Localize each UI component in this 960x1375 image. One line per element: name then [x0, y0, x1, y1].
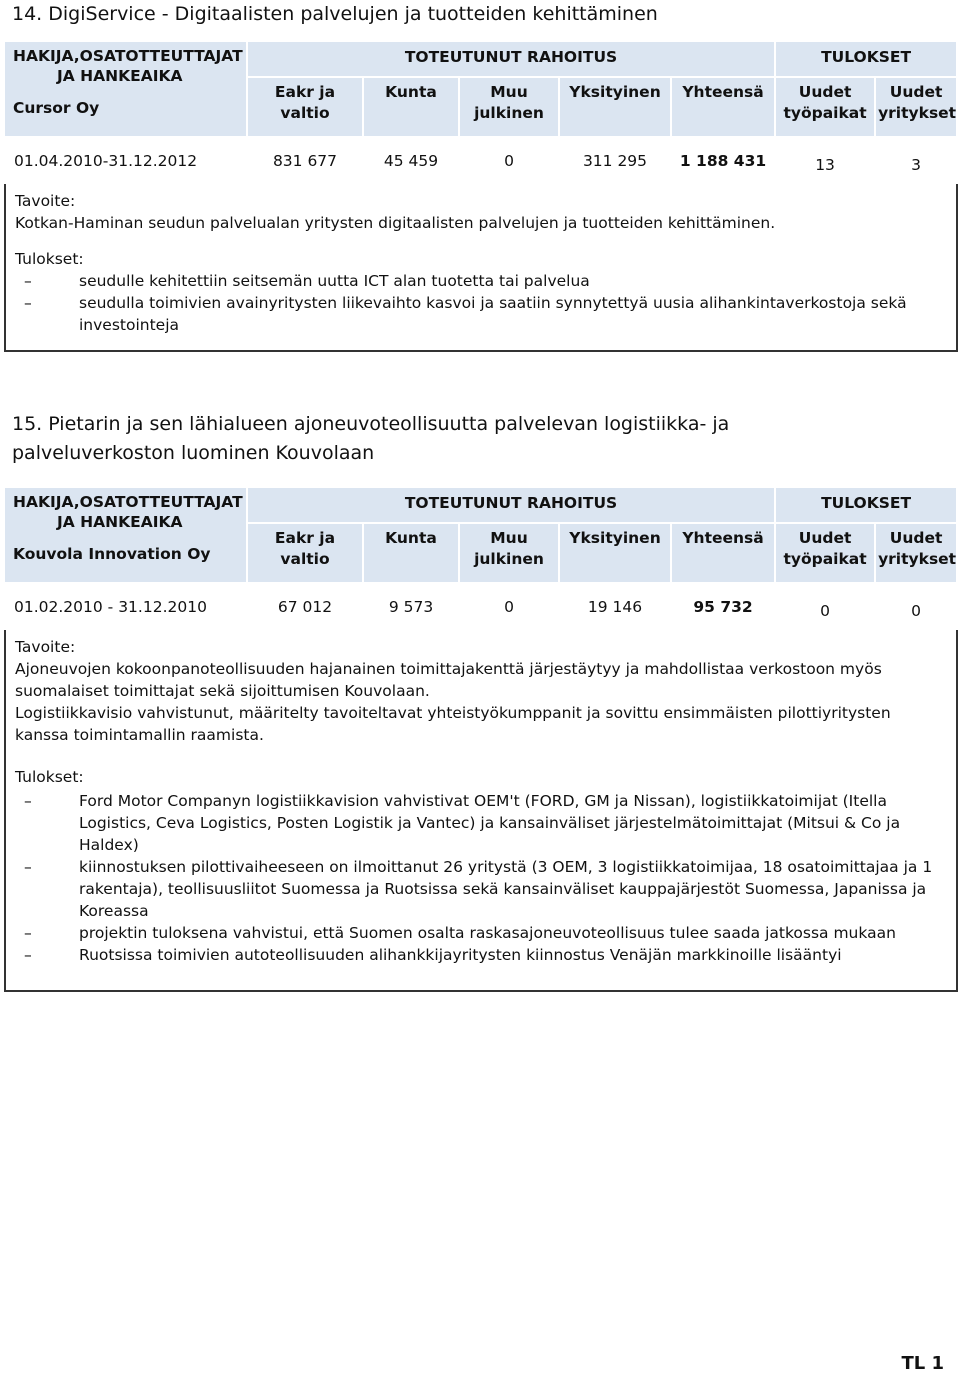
- col-muu: Muu julkinen: [459, 77, 559, 137]
- applicant-header-line: HAKIJA,OSATOTTEUTTAJAT: [13, 493, 243, 511]
- tulokset-list: [15, 790, 948, 966]
- producer-name: Kouvola Innovation Oy: [13, 545, 211, 563]
- col-yhteensa: Yhteensä: [671, 77, 775, 137]
- period: 01.04.2010-31.12.2012: [14, 152, 198, 170]
- col-tyopaikat: Uudet työpaikat: [775, 77, 875, 137]
- funding-group-header: TOTEUTUNUT RAHOITUS: [247, 42, 775, 77]
- project-14-title: [12, 0, 658, 29]
- list-item: – kiinnostuksen pilottivaiheeseen on ilmoittanut 26 yritystä (3 OEM, 3 logistiikkatoimijaa, 18 osatoimittajaa ja 1 rakentaja), teollisuusliitot Suomessa ja Ruotsissa sekä kansainväliset kauppajärjestöt Suomessa, Japanissa ja Koreassa: [15, 856, 948, 922]
- value-yritykset: 3: [911, 156, 921, 174]
- col-yritykset: Uudet yritykset: [875, 523, 957, 583]
- col-tyopaikat: Uudet työpaikat: [775, 523, 875, 583]
- project-14-table: [4, 42, 958, 352]
- table-row: [5, 583, 957, 630]
- results-group-header: TULOKSET: [775, 488, 957, 523]
- col-eakr: Eakr ja valtio: [247, 523, 363, 583]
- value-eakr: 831 677: [272, 152, 338, 170]
- applicant-header-line: JA HANKEAIKA: [57, 67, 183, 85]
- value-yritykset: 0: [911, 602, 921, 620]
- results-group-header: TULOKSET: [775, 42, 957, 77]
- list-item: – Ford Motor Companyn logistiikkavision vahvistivat OEM't (FORD, GM ja Nissan), logistiikkatoimijat (Itella Logistics, Ceva Logistics, Posten Logistik ja Vantec) ja kansainväliset järjestelmätoimittajat (Mitsui & Co ja Haldex): [15, 790, 948, 856]
- tulokset-list: [15, 270, 948, 336]
- tavoite-text: Ajoneuvojen kokoonpanoteollisuuden hajanainen toimittajakenttä järjestäytyy ja mahdollistaa verkostoon myös suomalaiset toimittajat sekä sijoittumisen Kouvolaan.: [15, 660, 882, 700]
- tavoite-text: Kotkan-Haminan seudun palvelualan yritysten digitaalisten palvelujen ja tuotteiden kehittäminen.: [15, 214, 776, 232]
- value-yksityinen: 311 295: [582, 152, 648, 170]
- tavoite-label: Tavoite:: [15, 192, 76, 210]
- value-yhteensa: 95 732: [693, 598, 753, 616]
- value-kunta: 9 573: [388, 598, 434, 616]
- value-yhteensa: 1 188 431: [679, 152, 767, 170]
- value-yksityinen: 19 146: [587, 598, 643, 616]
- col-eakr: Eakr ja valtio: [247, 77, 363, 137]
- table-row: [5, 137, 957, 184]
- value-kunta: 45 459: [383, 152, 439, 170]
- project-15-table: [4, 488, 958, 992]
- project-description: [5, 184, 957, 351]
- funding-group-header: TOTEUTUNUT RAHOITUS: [247, 488, 775, 523]
- project-title-line: 14. DigiService - Digitaalisten palvelujen ja tuotteiden kehittäminen: [12, 3, 658, 25]
- project-title-line: 15. Pietarin ja sen lähialueen ajoneuvoteollisuutta palvelevan logistiikka- ja: [12, 413, 730, 435]
- list-item: – seudulla toimivien avainyritysten liikevaihto kasvoi ja saatiin synnytettyä uusia alihankintaverkostoja sekä investointeja: [15, 292, 948, 336]
- col-yksityinen: Yksityinen: [559, 77, 671, 137]
- value-tyopaikat: 13: [815, 156, 835, 174]
- tulokset-label: Tulokset:: [15, 250, 84, 268]
- col-yksityinen: Yksityinen: [559, 523, 671, 583]
- col-yhteensa: Yhteensä: [671, 523, 775, 583]
- list-item: – Ruotsissa toimivien autoteollisuuden alihankkijayritysten kiinnostus Venäjän markkinoille lisääntyi: [15, 944, 948, 966]
- tavoite-label: Tavoite:: [15, 638, 76, 656]
- list-item: – projektin tuloksena vahvistui, että Suomen osalta raskasajoneuvoteollisuus tulee saada jatkossa mukaan: [15, 922, 948, 944]
- tavoite-text: Logistiikkavisio vahvistunut, määritelty tavoiteltavat yhteistyökumppanit ja sovittu ensimmäisten pilottiyritysten kanssa toimintamallin raamista.: [15, 704, 891, 744]
- applicant-header: [5, 488, 247, 583]
- producer-name: Cursor Oy: [13, 99, 100, 117]
- list-item: – seudulle kehitettiin seitsemän uutta ICT alan tuotetta tai palvelua: [15, 270, 948, 292]
- col-kunta: Kunta: [363, 77, 459, 137]
- page-mark: TL 1: [901, 1353, 944, 1374]
- applicant-header: [5, 42, 247, 137]
- value-tyopaikat: 0: [820, 602, 830, 620]
- value-muu: 0: [504, 598, 514, 616]
- project-description: [5, 630, 957, 991]
- tulokset-label: Tulokset:: [15, 768, 84, 786]
- applicant-header-line: JA HANKEAIKA: [57, 513, 183, 531]
- col-kunta: Kunta: [363, 523, 459, 583]
- value-eakr: 67 012: [277, 598, 333, 616]
- col-yritykset: Uudet yritykset: [875, 77, 957, 137]
- project-15-title: [12, 410, 729, 468]
- applicant-header-line: HAKIJA,OSATOTTEUTTAJAT: [13, 47, 243, 65]
- col-muu: Muu julkinen: [459, 523, 559, 583]
- project-title-line: palveluverkoston luominen Kouvolaan: [12, 442, 375, 464]
- value-muu: 0: [504, 152, 514, 170]
- period: 01.02.2010 - 31.12.2010: [14, 598, 207, 616]
